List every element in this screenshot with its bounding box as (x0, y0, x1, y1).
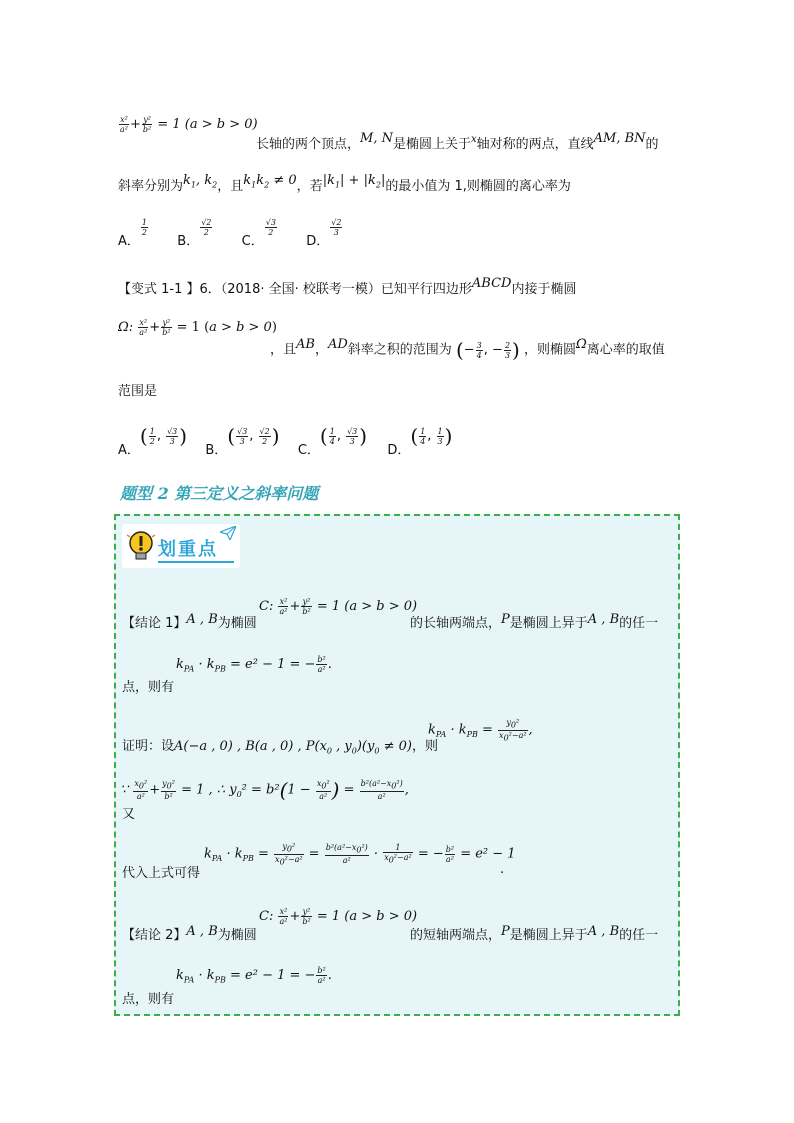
problem1-text: 的最小值为 1,则椭圆的离心率为 (385, 179, 571, 194)
conclusion-text: 为椭圆 (217, 616, 257, 631)
conclusion2-line1: 【结论 2】A , B为椭圆 (122, 924, 257, 943)
conclusion-text: 的任一 (619, 928, 659, 943)
option-label: D． (306, 234, 330, 249)
key-points-badge (122, 524, 240, 568)
option-label: A． (118, 442, 140, 458)
proof-formula3: $k_{PA} \cdot k_{PB}$ = $\frac{y_0^2}{x_0^2-a^2}$ = $\frac{b^2(a^2-x_0^2)}{\text{a²}}$ · $\frac{1}{x_0^2-a^2}$ = − $\frac{\text{b²}}{\text{a²}}$ = e² − 1 (204, 842, 516, 867)
proof-substitute (122, 862, 200, 881)
problem1-text: ，若 (296, 179, 323, 194)
conclusion-text: 的任一 (619, 616, 659, 631)
badge-underline (158, 561, 234, 563)
problem1-text: 的 (645, 137, 659, 152)
problem1-text: 是椭圆上关于 (392, 137, 471, 152)
conclusion2-formula: $k_{PA} \cdot k_{PB} = e^2 - 1$ = − $\frac{\text{b²}}{\text{a²}}$ . (176, 966, 332, 985)
conclusion-text: 点，则有 (122, 992, 175, 1007)
conclusion-text: 的短轴两端点， (410, 928, 502, 943)
proof-line1: 证明：设A(−a , 0) , B(a , 0) , $P(x_0$ , $y_0)(y_0 \ne 0)$，则 (122, 739, 438, 756)
option-label: C． (297, 442, 320, 458)
conclusion-text: 点，则有 (122, 680, 175, 695)
proof-formula2: ∵ $\frac{x_0^2}{\text{a²}}$ + $\frac{y_0^2}{\text{b²}}$ = 1 , ∴ $y_0^2 = b^2(1$ − $\frac{x_0^2}{\text{a²}}$ ) = $\frac{b^2(a^2-x_0^2)}{\text{a²}}$ , (120, 778, 409, 802)
conclusion2-line2 (122, 988, 174, 1007)
variant-text: 离心率的取值 (586, 342, 665, 358)
proof-text: 又 (122, 807, 136, 822)
option-label: B． (177, 234, 200, 249)
conclusion1-line1: 【结论 1】A , B为椭圆 (122, 612, 257, 631)
variant-label: 【变式 1-1 】6．（2018· 全国· 校联考一模）已知平行四边形 (118, 282, 472, 297)
option-label: B． (205, 442, 228, 458)
conclusion-label: 【结论 1】 (122, 616, 187, 631)
conclusion1-formula: $k_{PA} \cdot k_{PB} = e^2 - 1$ = − $\frac{\text{b²}}{\text{a²}}$ . (176, 655, 332, 674)
problem1-line1: 长轴的两个顶点，M, N是椭圆上关于$^x$轴对称的两点，直线AM, BN的 (256, 131, 659, 152)
variant-text: 斜率之积的范围为 (347, 342, 452, 358)
conclusion-text: 的长轴两端点， (410, 616, 502, 631)
problem1-text: 轴对称的两点，直线 (476, 137, 594, 152)
conclusion-text: 为椭圆 (217, 928, 257, 943)
option-label: A． (118, 234, 140, 249)
conclusion1-line1b: 的长轴两端点，P是椭圆上异于A , B的任一 (410, 612, 659, 631)
option-label: D． (387, 442, 411, 458)
variant-line3 (118, 380, 157, 399)
proof-you (122, 803, 135, 822)
badge-text: 划重点 (158, 539, 218, 560)
conclusion2-ellipse: C: $\frac{\text{x²}}{\text{a²}}$ + $\frac{\text{y²}}{\text{b²}}$ = 1 (a > b > 0) (259, 907, 418, 926)
problem1-text: 斜率分别为 (118, 179, 184, 194)
lightbulb-icon (126, 528, 156, 564)
variant-text: ，则椭圆 (523, 342, 576, 358)
problem1-options: A． $\frac{1}{2}$ B． $\frac{√2}{2}$ C． $\frac{√3}{2}$ D． $\frac{√2}{3}$ (118, 218, 342, 249)
conclusion-label: 【结论 2】 (122, 928, 187, 943)
variant-text: ， (314, 342, 328, 358)
variant-text: 范围是 (118, 384, 158, 399)
conclusion2-line1b: 的短轴两端点，P是椭圆上异于A , B的任一 (410, 924, 659, 943)
option-label: C． (241, 234, 264, 249)
proof-period: . (500, 862, 505, 877)
variant-options: A．( $\frac{1}{2}$ , $\frac{√3}{3}$ ) B．( $\frac{√3}{3}$ , $\frac{√2}{2}$ ) C．( $\frac{1}{4}$ , $\frac{√3}{3}$ ) D．( $\frac{1}{4}$ , $\frac{1}{3}$ ) (118, 424, 453, 458)
ellipse-equation: $\frac{\text{x²}}{\text{a²}}$ + $\frac{\text{y²}}{\text{b²}}$ = 1 (a > b > 0) (120, 115, 258, 134)
variant-line2: Ω: $\frac{\text{x²}}{\text{a²}}$ + $\frac{\text{y²}}{\text{b²}}$ = 1 (a > b > 0) (118, 318, 277, 337)
problem1-text: ，且 (217, 179, 244, 194)
variant-line1: 【变式 1-1 】6．（2018· 全国· 校联考一模）已知平行四边形ABCD内接于椭圆 (118, 276, 577, 297)
conclusion1-ellipse: C: $\frac{\text{x²}}{\text{a²}}$ + $\frac{\text{y²}}{\text{b²}}$ = 1 (a > b > 0) (259, 597, 418, 616)
proof-text: 代入上式可得 (122, 866, 201, 881)
conclusion1-line2 (122, 676, 174, 695)
variant-text: 内接于椭圆 (511, 282, 577, 297)
problem1-text: 长轴的两个顶点， (256, 137, 361, 152)
proof-text: 证明：设 (122, 739, 175, 754)
section-title: 题型 2 第三定义之斜率问题 (120, 484, 319, 503)
problem1-line2: 斜率分别为$k_1$, $k_2$，且$k_1k_2 \ne 0$，若$|k_1| + |k_2|$的最小值为 1,则椭圆的离心率为 (118, 173, 571, 194)
conclusion-text: 是椭圆上异于 (509, 928, 588, 943)
paper-plane-icon (220, 526, 236, 540)
variant-text: ，且 (270, 342, 297, 358)
proof-formula1: $k_{PA} \cdot k_{PB}$ = $\frac{y_0^2}{x_0^2-a^2}$ , (428, 718, 533, 743)
conclusion-text: 是椭圆上异于 (509, 616, 588, 631)
proof-text: ，则 (411, 739, 438, 754)
variant-line2b: ，且AB，AD斜率之积的范围为 (− $\frac{3}{4}$ , − $\frac{2}{3}$ ) ，则椭圆Ω离心率的取值 (270, 336, 665, 362)
